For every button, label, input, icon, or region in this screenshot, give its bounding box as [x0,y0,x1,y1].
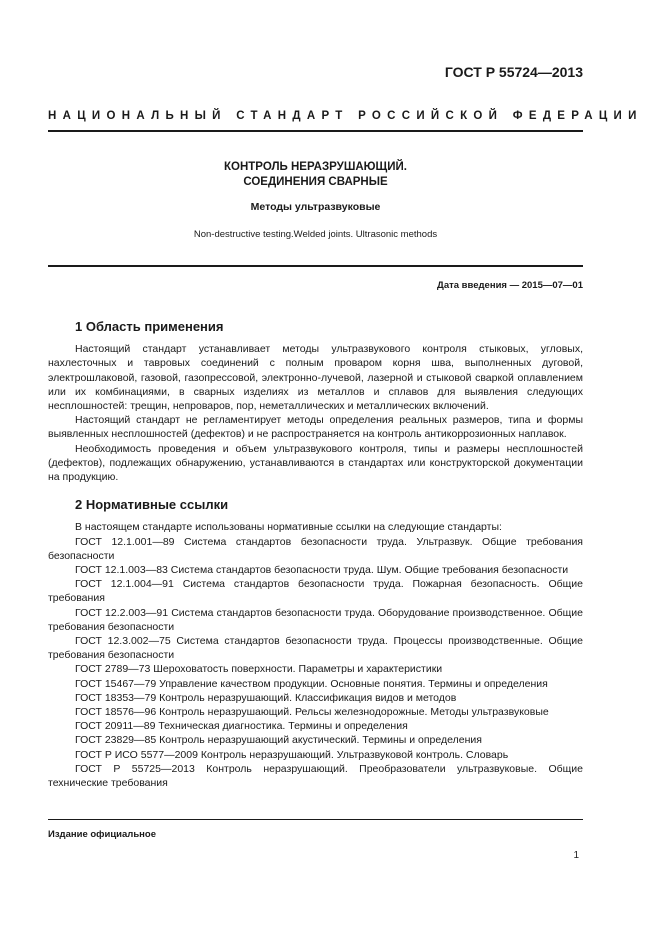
document-body [48,320,583,790]
title-line-2: СОЕДИНЕНИЯ СВАРНЫЕ [243,176,388,188]
paragraph: Необходимость проведения и объем ультразвукового контроля, типы и размеры несплошностей (дефектов), подлежащих обнаружению, устанавливаются в стандартах или конструкторской документации на продукцию. [48,442,583,484]
paragraph: Настоящий стандарт устанавливает методы ультразвукового контроля стыковых, угловых, нахлесточных и тавровых соединений с полным проваром корня шва, выполненных дуговой, электрошлаковой, газовой, газопрессовой, электронно-лучевой, лазерной и стыковой сваркой оплавлением или их комбинациями, в сварных изделиях из металлов и сплавов для выявления следующих несплошностей: трещин, непроваров, пор, неметаллических и металлических включений. [48,343,583,413]
document-subtitle: Методы ультразвуковые [250,201,381,213]
reference-item: ГОСТ 12.2.003—91 Система стандартов безопасности труда. Оборудование производственное. Общие требования безопасности [48,606,583,633]
section-2-heading: 2 Нормативные ссылки [75,497,229,513]
section-1-paragraphs [48,342,583,484]
reference-item: ГОСТ Р ИСО 5577—2009 Контроль неразрушающий. Ультразвуковой контроль. Словарь [75,748,509,761]
title-line-1: КОНТРОЛЬ НЕРАЗРУШАЮЩИЙ. [224,161,407,173]
reference-item: ГОСТ 15467—79 Управление качеством продукции. Основные понятия. Термины и определения [75,677,548,690]
reference-item: ГОСТ 2789—73 Шероховатость поверхности. Параметры и характеристики [75,663,443,676]
top-rule [48,130,583,132]
document-title [48,160,583,190]
normative-references-list [48,535,583,791]
paragraph: Настоящий стандарт не регламентирует методы определения реальных размеров, типа и формы выявленных несплошностей (дефектов) и не распространяется на контроль антикоррозионных наплавок. [48,414,583,441]
footer-rule [48,819,583,820]
reference-item: ГОСТ 23829—85 Контроль неразрушающий акустический. Термины и определения [75,734,482,747]
reference-item: ГОСТ 18576—96 Контроль неразрушающий. Рельсы железнодорожные. Методы ультразвуковые [75,706,549,719]
document-id: ГОСТ Р 55724—2013 [444,64,583,80]
reference-item: ГОСТ 12.3.002—75 Система стандартов безопасности труда. Процессы производственные. Общие требования безопасности [48,635,583,662]
section-2-intro: В настоящем стандарте использованы нормативные ссылки на следующие стандарты: [75,521,502,534]
reference-item: ГОСТ 12.1.004—91 Система стандартов безопасности труда. Пожарная безопасность. Общие требования [48,578,583,605]
page-number: 1 [573,850,579,861]
section-1-heading: 1 Область применения [75,319,224,334]
english-title: Non-destructive testing.Welded joints. Ultrasonic methods [193,229,438,240]
introduction-date: Дата введения — 2015—07—01 [437,280,583,291]
national-standard-title: НАЦИОНАЛЬНЫЙ СТАНДАРТ РОССИЙСКОЙ ФЕДЕРАЦИИ [48,110,643,122]
reference-item: ГОСТ 18353—79 Контроль неразрушающий. Классификация видов и методов [75,691,457,704]
reference-item: ГОСТ 12.1.001—89 Система стандартов безопасности труда. Ультразвук. Общие требования безопасности [48,535,583,562]
official-edition-label: Издание официальное [48,829,156,840]
reference-item: ГОСТ Р 55725—2013 Контроль неразрушающий. Преобразователи ультразвуковые. Общие технические требования [48,762,583,790]
reference-item: ГОСТ 12.1.003—83 Система стандартов безопасности труда. Шум. Общие требования безопасности [75,564,569,577]
reference-item: ГОСТ 20911—89 Техническая диагностика. Термины и определения [75,720,408,733]
title-rule [48,265,583,267]
